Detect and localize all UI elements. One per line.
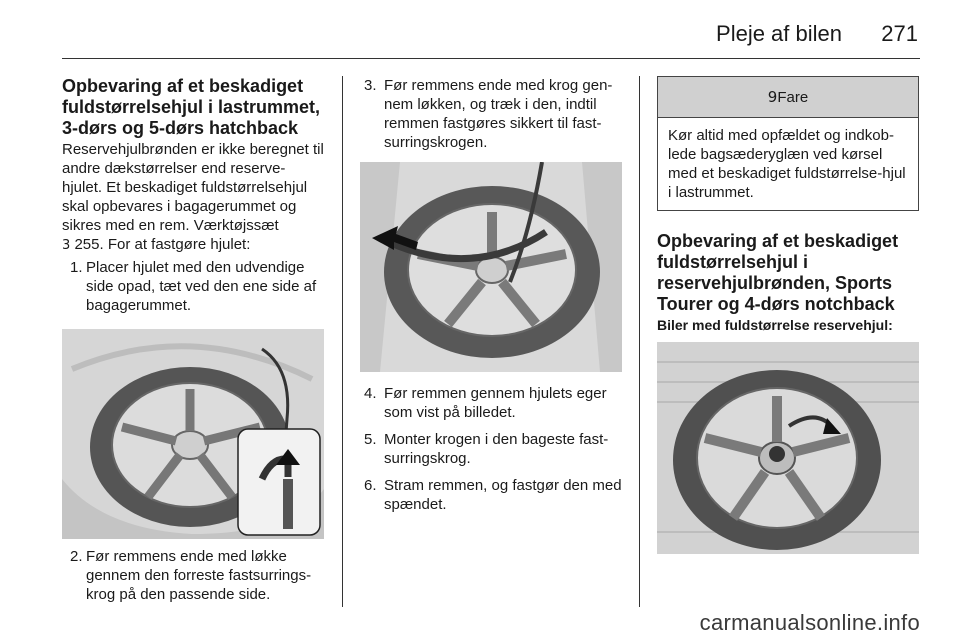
warning-icon: 9 xyxy=(767,88,778,106)
column-2 xyxy=(360,76,624,514)
section-heading-sports-tourer: Opbevaring af et beskadiget fuldstørrelsehjul i reservehjulbrønden, Sports Tourer og 4-dørs notchback xyxy=(657,231,899,314)
warning-text: Kør altid med opfældet og indkob-lede bagsæderyglæn ved kørsel med et beskadiget fuldstørrelse-hjul i lastrummet. xyxy=(668,127,906,201)
page-number: 271 xyxy=(881,21,918,46)
list-item xyxy=(62,547,324,604)
step-text: Før remmens ende med krog gen-nem løkken, og træk i den, indtil remmen fastgøres sikkert til fast-surringskrogen. xyxy=(384,77,613,151)
column-divider-1 xyxy=(342,76,343,607)
step-number: 5. xyxy=(364,431,377,448)
warning-title: Fare xyxy=(777,89,809,106)
step-text: Før remmens ende med løkke gennem den forreste fastsurrings-krog på den passende side. xyxy=(86,548,312,603)
wheel-illustration xyxy=(62,329,324,539)
intro-text: Reservehjulbrønden er ikke beregnet til andre dækstørrelser end reserve-hjulet. Et beskadiget fuldstørrelsehjul skal opbevares i bagagerummet og sikres med en rem. Værktøjssæt xyxy=(62,141,324,234)
warning-box xyxy=(657,76,919,211)
figure-wheel-strap-loop xyxy=(62,329,324,539)
page-header xyxy=(62,14,920,59)
list-item xyxy=(360,476,624,514)
step-number: 2. xyxy=(70,548,83,565)
watermark-footer: carmanualsonline.info xyxy=(699,610,920,635)
column-1 xyxy=(62,76,324,604)
warning-header xyxy=(658,77,918,118)
step-text: Før remmen gennem hjulets eger som vist på billedet. xyxy=(384,385,607,421)
step-number: 4. xyxy=(364,385,377,402)
step-text: Monter krogen i den bageste fast-surringskrog. xyxy=(384,431,609,467)
column-3 xyxy=(657,76,919,554)
section-heading-hatchback: Opbevaring af et beskadiget fuldstørrelsehjul i lastrummet, 3-dørs og 5-dørs hatchback xyxy=(62,76,321,138)
wheel-illustration xyxy=(657,342,919,554)
step-number: 3. xyxy=(364,77,377,94)
list-item xyxy=(360,384,624,422)
step-text: Stram remmen, og fastgør den med spændet. xyxy=(384,477,622,513)
step-number: 1. xyxy=(70,259,83,276)
list-item xyxy=(360,76,624,152)
chapter-title: Pleje af bilen xyxy=(716,21,842,46)
cross-reference-text: 255. For at fastgøre hjulet: xyxy=(74,236,251,253)
list-item xyxy=(360,430,624,468)
step-text: Placer hjulet med den udvendige side opad, tæt ved den ene side af bagagerummet. xyxy=(86,259,317,314)
column-divider-2 xyxy=(639,76,640,607)
step-number: 6. xyxy=(364,477,377,494)
wheel-illustration xyxy=(360,162,622,372)
figure-wheel-strap-spokes xyxy=(360,162,622,372)
intro-paragraph xyxy=(62,140,324,255)
subheading: Biler med fuldstørrelse reservehjul: xyxy=(657,317,893,333)
figure-spare-wheel-well xyxy=(657,342,919,554)
list-item xyxy=(62,258,324,315)
cross-reference-icon[interactable]: 3 xyxy=(62,238,71,253)
